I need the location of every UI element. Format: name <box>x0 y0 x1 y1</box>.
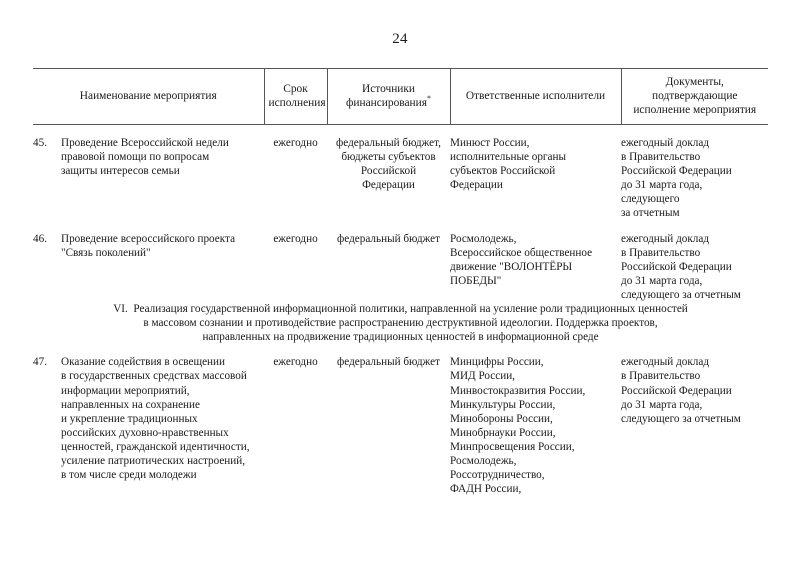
text-line: за отчетным <box>621 207 680 220</box>
row-measure-name <box>61 125 264 221</box>
text-line: в Правительство <box>621 246 701 259</box>
row-funding-source <box>327 125 450 221</box>
text-line: в Правительство <box>621 370 701 383</box>
header-label-executors: Ответственные исполнители <box>465 90 606 102</box>
text-line: федеральный бюджет, <box>336 137 441 149</box>
header-label-term-line1: Срок <box>283 83 308 95</box>
text-line: Российской Федерации <box>621 165 732 178</box>
text-line: ежегодный доклад <box>621 137 710 149</box>
row-term <box>264 125 327 221</box>
row-documents <box>621 221 768 302</box>
page-tail-spacer <box>33 496 768 566</box>
text-line: Минцифры России, <box>450 356 544 369</box>
section-heading-row <box>33 302 768 344</box>
header-label-source-line2 <box>332 96 446 110</box>
text-line: направленных на продвижение традиционных ценностей в информационной среде <box>202 331 599 344</box>
text-line: в том числе среди молодежи <box>61 469 197 482</box>
text-line: Росмолодежь, <box>450 454 517 467</box>
text-line: бюджеты субъектов <box>341 151 436 164</box>
text-line: исполнительные органы <box>450 151 566 164</box>
row-term <box>264 221 327 302</box>
text-line: усиление патриотических настроений, <box>61 454 246 467</box>
header-cell-name <box>33 69 264 125</box>
row-measure-name <box>61 221 264 302</box>
text-line: ежегодно <box>273 356 318 369</box>
text-line: следующего за отчетным <box>621 412 741 425</box>
text-line: информации мероприятий, <box>61 384 190 397</box>
row-number: 47. <box>33 356 47 369</box>
row-funding-source <box>327 344 450 496</box>
header-label-docs-line3: исполнение мероприятия <box>633 104 757 116</box>
text-line: Минпросвещения России, <box>450 440 575 453</box>
text-line: "Связь поколений" <box>61 246 151 259</box>
text-line: направленных на сохранение <box>61 398 200 411</box>
table-header-row <box>33 69 768 125</box>
text-line: МИД России, <box>450 370 515 383</box>
footnote-marker-icon: * <box>426 94 431 104</box>
header-label-source-text: финансирования <box>346 97 427 109</box>
row-term <box>264 344 327 496</box>
text-line: субъектов Российской <box>450 165 556 178</box>
text-line: Минобороны России, <box>450 412 553 425</box>
header-label-term-line2: исполнения <box>268 97 326 109</box>
text-line: Минкультуры России, <box>450 398 556 411</box>
row-executors <box>450 221 621 302</box>
text-line: в Правительство <box>621 151 701 164</box>
measures-table <box>33 68 768 566</box>
text-line: в государственных средствах массовой <box>61 370 247 383</box>
text-line: Минобрнауки России, <box>450 426 556 439</box>
text-line: следующего за отчетным <box>621 288 741 301</box>
header-cell-source <box>327 69 450 125</box>
text-line: Оказание содействия в освещении <box>61 356 226 369</box>
text-line: ежегодно <box>273 232 318 245</box>
text-line: Федерации <box>450 179 503 192</box>
header-cell-term <box>264 69 327 125</box>
text-line: федеральный бюджет <box>337 232 440 245</box>
text-line: Проведение всероссийского проекта <box>61 232 236 245</box>
text-line: VI. Реализация государственной информационной политики, направленной на усиление роли традиционных ценностей <box>113 303 688 316</box>
table-row <box>33 221 768 302</box>
row-number: 46. <box>33 232 47 245</box>
text-line: движение "ВОЛОНТЁРЫ <box>450 260 573 273</box>
text-line: Росмолодежь, <box>450 232 517 245</box>
text-line: в массовом сознании и противодействие распространению деструктивной идеологии. Поддержка проектов, <box>143 317 658 330</box>
text-line: следующего <box>621 193 680 206</box>
table-header <box>33 69 768 125</box>
header-label-docs-line1: Документы, <box>665 76 724 88</box>
row-number: 45. <box>33 137 47 149</box>
text-line: до 31 марта года, <box>621 179 703 192</box>
row-executors <box>450 344 621 496</box>
text-line: федеральный бюджет <box>337 356 440 369</box>
text-line: до 31 марта года, <box>621 398 703 411</box>
text-line: ежегодный доклад <box>621 232 710 245</box>
header-label-docs-line2: подтверждающие <box>652 90 738 102</box>
text-line: ПОБЕДЫ" <box>450 274 502 287</box>
table-row <box>33 125 768 221</box>
row-executors <box>450 125 621 221</box>
text-line: российских духовно-нравственных <box>61 426 229 439</box>
text-line: Российской Федерации <box>621 260 732 273</box>
page-number: 24 <box>392 31 408 47</box>
header-cell-docs <box>621 69 768 125</box>
header-cell-executors <box>450 69 621 125</box>
header-label-source-line1: Источники <box>361 83 416 95</box>
text-line: ФАДН России, <box>450 483 522 496</box>
text-line: Минвостокразвития России, <box>450 384 586 397</box>
header-label-name: Наименование мероприятия <box>79 90 217 102</box>
text-line: ежегодно <box>273 137 318 149</box>
text-line: Российской <box>360 165 417 178</box>
table-body <box>33 125 768 566</box>
table-row <box>33 344 768 496</box>
text-line: до 31 марта года, <box>621 274 703 287</box>
text-line: Россотрудничество, <box>450 469 545 482</box>
text-line: Проведение Всероссийской недели <box>61 137 229 149</box>
text-line: правовой помощи по вопросам <box>61 151 210 164</box>
text-line: защиты интересов семьи <box>61 165 180 178</box>
text-line: ценностей, гражданской идентичности, <box>61 440 250 453</box>
row-documents <box>621 125 768 221</box>
row-measure-name <box>61 344 264 496</box>
text-line: Всероссийское общественное <box>450 246 593 259</box>
text-line: ежегодный доклад <box>621 356 710 369</box>
row-funding-source <box>327 221 450 302</box>
text-line: Минюст России, <box>450 137 530 149</box>
section-heading <box>33 302 768 344</box>
text-line: и укрепление традиционных <box>61 412 198 425</box>
text-line: Российской Федерации <box>621 384 732 397</box>
text-line: Федерации <box>362 179 415 192</box>
row-documents <box>621 344 768 496</box>
page-tail-spacer-cell <box>33 496 768 566</box>
